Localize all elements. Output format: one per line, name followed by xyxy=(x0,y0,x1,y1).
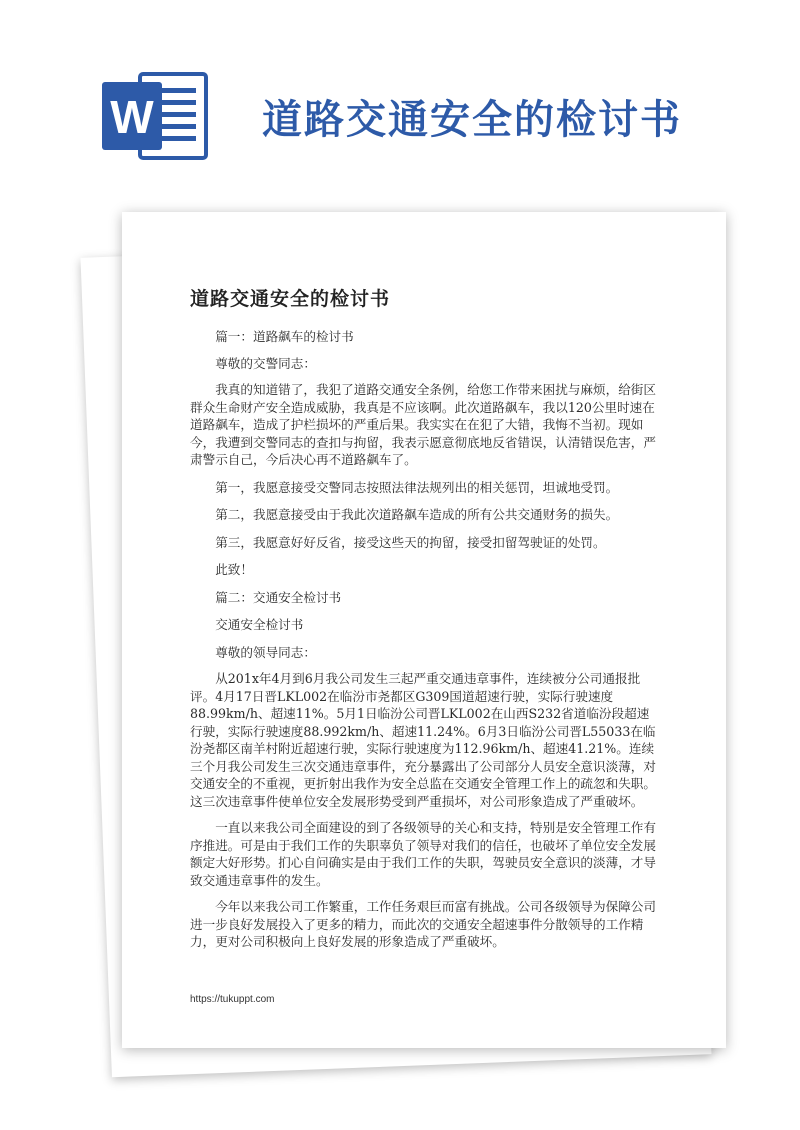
word-document-icon xyxy=(100,68,210,164)
section-heading-2: 篇二：交通安全检讨书 xyxy=(215,589,342,605)
paragraph: 我真的知道错了，我犯了道路交通安全条例，给您工作带来困扰与麻烦，给街区群众生命财产安全造成威胁，我真是不应该啊。此次道路飙车，我以120公里时速在道路飙车，造成了护栏损坏的严重后果。我实实在在犯了大错，我悔不当初。现如今，我遭到交警同志的查扣与拘留，我表示愿意彻底地反省错误，认清错误危害，严肃警示自己，今后决心再不道路飙车了。 xyxy=(190,382,656,467)
document-body xyxy=(190,328,660,951)
document-page xyxy=(122,212,726,1048)
banner-title: 道路交通安全的检讨书 xyxy=(262,97,682,143)
salutation-1: 尊敬的交警同志： xyxy=(215,355,316,371)
salutation-2: 尊敬的领导同志： xyxy=(215,644,316,660)
footer-url: https://tukuppt.com xyxy=(190,994,275,1005)
closing: 此致！ xyxy=(215,562,253,577)
subtitle: 交通安全检讨书 xyxy=(215,617,304,632)
list-item: 第一，我愿意接受交警同志按照法律法规列出的相关惩罚，坦诚地受罚。 xyxy=(215,479,619,495)
paragraph: 从201x年4月到6月我公司发生三起严重交通违章事件，连续被分公司通报批评。4月17日晋LKL002在临汾市尧都区G309国道超速行驶，实际行驶速度88.99km/h、超速11%。5月1日临汾公司晋LKL002在山西S232省道临汾段超速行驶，实际行驶速度88.992km/h、超速11.24%。6月3日临汾公司晋L55033在临汾尧都区南羊村附近超速行驶，实际行驶速度为112.96km/h、超速41.21%。连续三个月我公司发生三次交通违章事件，充分暴露出了公司部分人员安全意识淡薄，对交通安全的不重视，更折射出我作为安全总监在交通安全管理工作上的疏忽和失职。这三次违章事件使单位安全发展形势受到严重损坏，对公司形象造成了严重破坏。 xyxy=(190,671,656,809)
section-heading-1: 篇一：道路飙车的检讨书 xyxy=(215,329,354,344)
document-title: 道路交通安全的检讨书 xyxy=(190,288,391,310)
list-item: 第二，我愿意接受由于我此次道路飙车造成的所有公共交通财务的损失。 xyxy=(215,507,619,522)
paragraph: 一直以来我公司全面建设的到了各级领导的关心和支持，特别是安全管理工作有序推进。可是由于我们工作的失职辜负了领导对我们的信任，也破坏了单位安全发展额定大好形势。扪心自问确实是由于我们工作的失职，驾驶员安全意识的淡薄，才导致交通违章事件的发生。 xyxy=(190,820,656,888)
paragraph: 今年以来我公司工作繁重，工作任务艰巨而富有挑战。公司各级领导为保障公司进一步良好发展投入了更多的精力，而此次的交通安全超速事件分散领导的工作精力，更对公司积极向上良好发展的形象造成了严重破坏。 xyxy=(190,899,656,949)
banner-header xyxy=(0,0,800,200)
word-icon-letter: W xyxy=(110,91,154,143)
list-item: 第三，我愿意好好反省，接受这些天的拘留，接受扣留驾驶证的处罚。 xyxy=(215,534,606,550)
